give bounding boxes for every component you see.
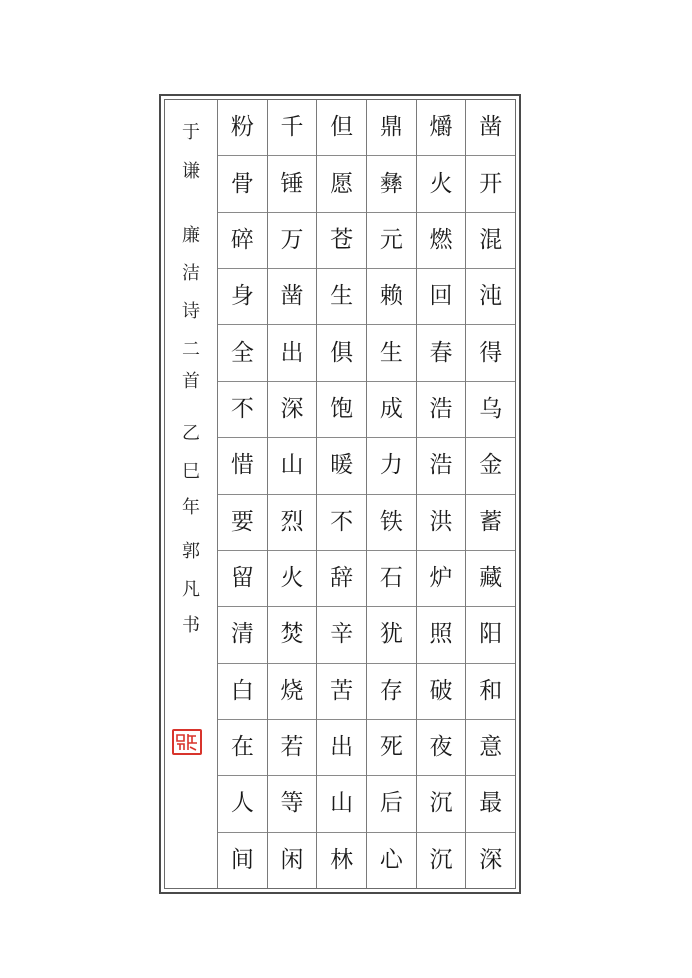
character-cell: 和 (466, 664, 515, 720)
character-cell: 死 (367, 720, 416, 776)
character-cell: 惜 (218, 438, 267, 494)
character-cell: 出 (268, 325, 317, 381)
character-cell: 火 (417, 156, 466, 212)
inscription-character: 书 (182, 615, 200, 636)
character-cell: 照 (417, 607, 466, 663)
character-cell: 破 (417, 664, 466, 720)
character-cell: 暖 (317, 438, 366, 494)
inscription-character: 洁 (182, 263, 200, 284)
character-cell: 锤 (268, 156, 317, 212)
inscription-character: 郭 (182, 541, 200, 562)
character-cell: 全 (218, 325, 267, 381)
inscription-character: 凡 (182, 579, 200, 600)
character-cell: 火 (268, 551, 317, 607)
character-cell: 愿 (317, 156, 366, 212)
character-cell: 要 (218, 495, 267, 551)
character-cell: 留 (218, 551, 267, 607)
character-cell: 意 (466, 720, 515, 776)
character-cell: 浩 (417, 382, 466, 438)
character-cell: 阳 (466, 607, 515, 663)
character-cell: 金 (466, 438, 515, 494)
character-cell: 万 (268, 213, 317, 269)
character-cell: 春 (417, 325, 466, 381)
inscription-character: 谦 (182, 161, 200, 182)
character-cell: 生 (317, 269, 366, 325)
inscription-character: 首 (182, 371, 200, 392)
inscription-character: 乙 (182, 423, 200, 444)
inscription-character: 诗 (182, 301, 200, 322)
character-cell: 凿 (268, 269, 317, 325)
calligraphy-frame (159, 94, 521, 894)
character-cell: 在 (218, 720, 267, 776)
character-cell: 犹 (367, 607, 416, 663)
character-cell: 人 (218, 776, 267, 832)
character-cell: 烧 (268, 664, 317, 720)
character-cell: 等 (268, 776, 317, 832)
character-cell: 生 (367, 325, 416, 381)
character-cell: 沉 (417, 776, 466, 832)
character-cell: 山 (317, 776, 366, 832)
inscription-character: 年 (182, 497, 200, 518)
text-column (466, 100, 515, 888)
character-cell: 辛 (317, 607, 366, 663)
character-cell: 凿 (466, 100, 515, 156)
character-cell: 彝 (367, 156, 416, 212)
character-cell: 苦 (317, 664, 366, 720)
character-cell: 石 (367, 551, 416, 607)
calligraphy-inner-border (164, 99, 516, 889)
text-column (317, 100, 367, 888)
text-column (417, 100, 467, 888)
character-cell: 鼎 (367, 100, 416, 156)
character-cell: 存 (367, 664, 416, 720)
character-cell: 烈 (268, 495, 317, 551)
character-cell: 沉 (429, 846, 453, 873)
character-cell: 元 (367, 213, 416, 269)
seal-glyph-icon (174, 731, 200, 753)
character-cell: 成 (367, 382, 416, 438)
red-seal-stamp-icon (172, 729, 202, 755)
character-cell: 最 (466, 776, 515, 832)
character-cell: 清 (218, 607, 267, 663)
inscription-column (165, 100, 217, 888)
character-cell: 蓄 (466, 495, 515, 551)
inscription-character: 二 (182, 339, 200, 360)
character-cell: 浩 (417, 438, 466, 494)
character-cell: 俱 (317, 325, 366, 381)
text-column (367, 100, 417, 888)
character-cell: 辞 (317, 551, 366, 607)
character-cell: 开 (466, 156, 515, 212)
character-cell: 爝 (417, 100, 466, 156)
inscription-character: 于 (182, 122, 200, 143)
character-cell: 混 (466, 213, 515, 269)
character-cell: 夜 (417, 720, 466, 776)
character-cell: 间 (230, 846, 254, 873)
character-grid (217, 100, 515, 888)
character-cell: 碎 (218, 213, 267, 269)
character-cell: 乌 (466, 382, 515, 438)
character-cell: 苍 (317, 213, 366, 269)
character-cell: 山 (268, 438, 317, 494)
character-cell: 身 (218, 269, 267, 325)
character-cell: 沌 (466, 269, 515, 325)
character-cell: 饱 (317, 382, 366, 438)
character-cell: 出 (317, 720, 366, 776)
character-cell: 燃 (417, 213, 466, 269)
inscription-character: 廉 (182, 225, 200, 246)
character-cell: 回 (417, 269, 466, 325)
character-cell: 得 (466, 325, 515, 381)
character-cell: 骨 (218, 156, 267, 212)
character-cell: 炉 (417, 551, 466, 607)
character-cell: 深 (479, 846, 503, 873)
character-cell: 深 (268, 382, 317, 438)
text-column (268, 100, 318, 888)
character-cell: 若 (268, 720, 317, 776)
character-cell: 粉 (218, 100, 267, 156)
character-cell: 洪 (417, 495, 466, 551)
character-cell: 白 (218, 664, 267, 720)
character-cell: 但 (317, 100, 366, 156)
character-cell: 闲 (280, 846, 304, 873)
character-cell: 藏 (466, 551, 515, 607)
character-cell: 不 (317, 495, 366, 551)
character-cell: 后 (367, 776, 416, 832)
character-cell: 千 (268, 100, 317, 156)
character-cell: 不 (218, 382, 267, 438)
character-cell: 赖 (367, 269, 416, 325)
character-cell: 林 (330, 846, 354, 873)
text-column (218, 100, 268, 888)
inscription-character: 巳 (182, 461, 200, 482)
character-cell: 铁 (367, 495, 416, 551)
character-cell: 焚 (268, 607, 317, 663)
character-cell: 心 (379, 846, 403, 873)
character-cell: 力 (367, 438, 416, 494)
